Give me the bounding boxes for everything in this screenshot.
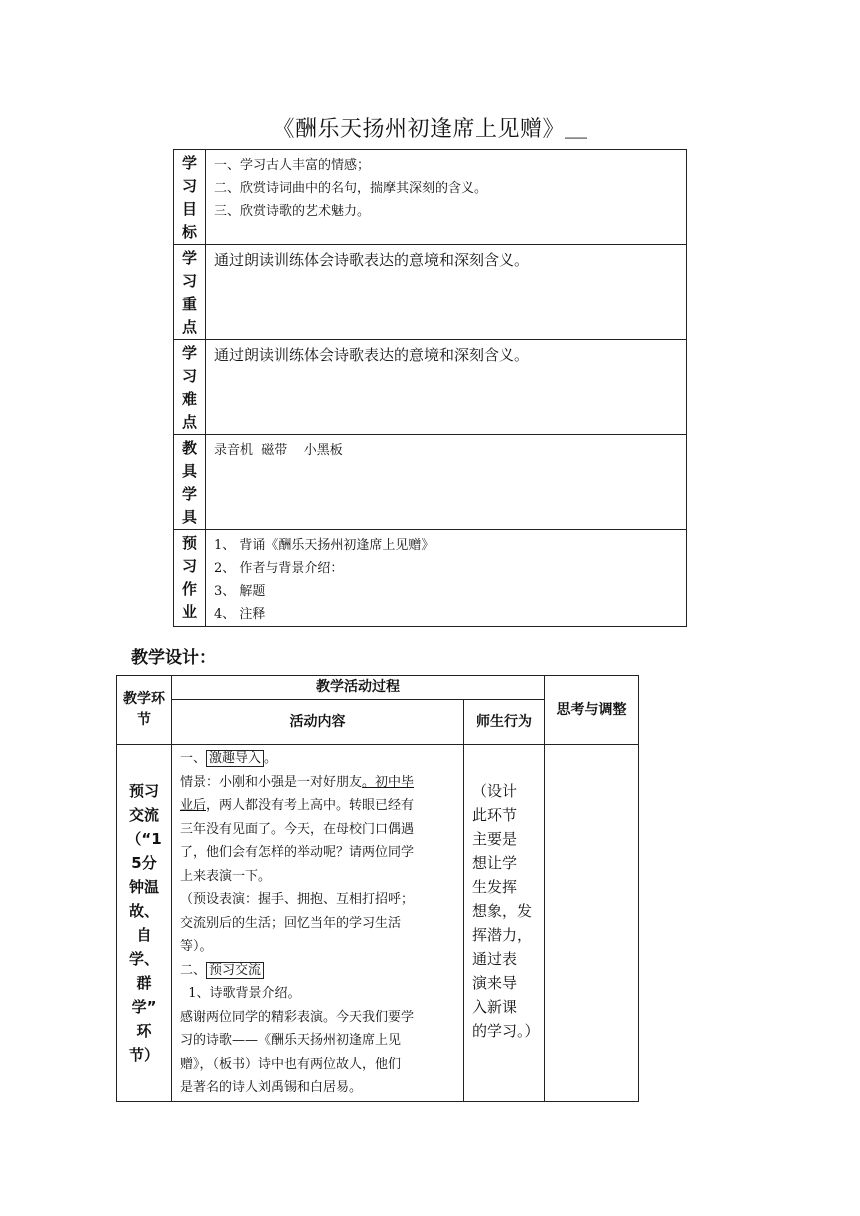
- activity-content: 一、 激趣导入 。 情景：小刚和小强是一对好朋友。初中毕 业后，两人都没有考上高中。转眼已经有 三年没有见面了。今天，在母校门口偶遇 了，他们会有怎样的举动呢？请两位同学 上来表演一下。 （预设表演：握手、拥抱、互相打招呼； 交流别后的生活；回忆当年的学习生活 等）。 二、 预习交流 1、诗歌背景介绍。 感谢两位同学的精彩表演。今天我们要学 习的诗歌——《酬乐天扬州初逢席上见 赠》，（板书）诗中也有两位故人，他们 是著名的诗人刘禹锡和白居易。: [172, 745, 464, 1102]
- header-process: 教学活动过程: [172, 676, 545, 700]
- table-row: [174, 340, 687, 435]
- table-row: [174, 530, 687, 627]
- row-label-difficulties: 学 习 难 点: [174, 340, 206, 435]
- header-stage: 教学环节: [117, 676, 172, 745]
- boxed-heading: 预习交流: [206, 962, 264, 979]
- row-label-tools: 教 具 学 具: [174, 435, 206, 530]
- document-title: 《酬乐天扬州初逢席上见赠》＿: [272, 117, 588, 142]
- header-reflection: 思考与调整: [545, 676, 639, 745]
- table-row: [174, 435, 687, 530]
- lesson-info-table: [173, 149, 687, 627]
- difficulties-content: 通过朗读训练体会诗歌表达的意境和深刻含义。: [206, 340, 687, 435]
- stage-label: 预习 交流 （“1 5分 钟温 故、 自 学、 群 学” 环 节）: [117, 745, 172, 1102]
- row-label-preview-homework: 预 习 作 业: [174, 530, 206, 627]
- table-row: [174, 150, 687, 245]
- section-heading: 教学设计：: [131, 648, 216, 668]
- row-label-key-points: 学 习 重 点: [174, 245, 206, 340]
- table-row: [117, 745, 639, 1102]
- reflection-cell: [545, 745, 639, 1102]
- boxed-heading: 激趣导入: [206, 750, 264, 767]
- header-behavior: 师生行为: [464, 700, 545, 745]
- header-row: [117, 676, 639, 700]
- key-points-content: 通过朗读训练体会诗歌表达的意境和深刻含义。: [206, 245, 687, 340]
- row-label-objectives: 学 习 目 标: [174, 150, 206, 245]
- header-content: 活动内容: [172, 700, 464, 745]
- tools-content: 录音机 磁带 小黑板: [206, 435, 687, 530]
- teacher-student-behavior: （设计 此环节 主要是 想让学 生发挥 想象，发 挥潜力， 通过表 演来导 入新课 的学习。）: [464, 745, 545, 1102]
- teaching-design-table: [116, 675, 639, 1102]
- preview-homework-content: 1、 背诵《酬乐天扬州初逢席上见赠》 2、 作者与背景介绍： 3、 解题 4、 注释: [206, 530, 687, 627]
- table-row: [174, 245, 687, 340]
- objectives-content: 一、学习古人丰富的情感； 二、欣赏诗词曲中的名句，揣摩其深刻的含义。 三、欣赏诗歌的艺术魅力。: [206, 150, 687, 245]
